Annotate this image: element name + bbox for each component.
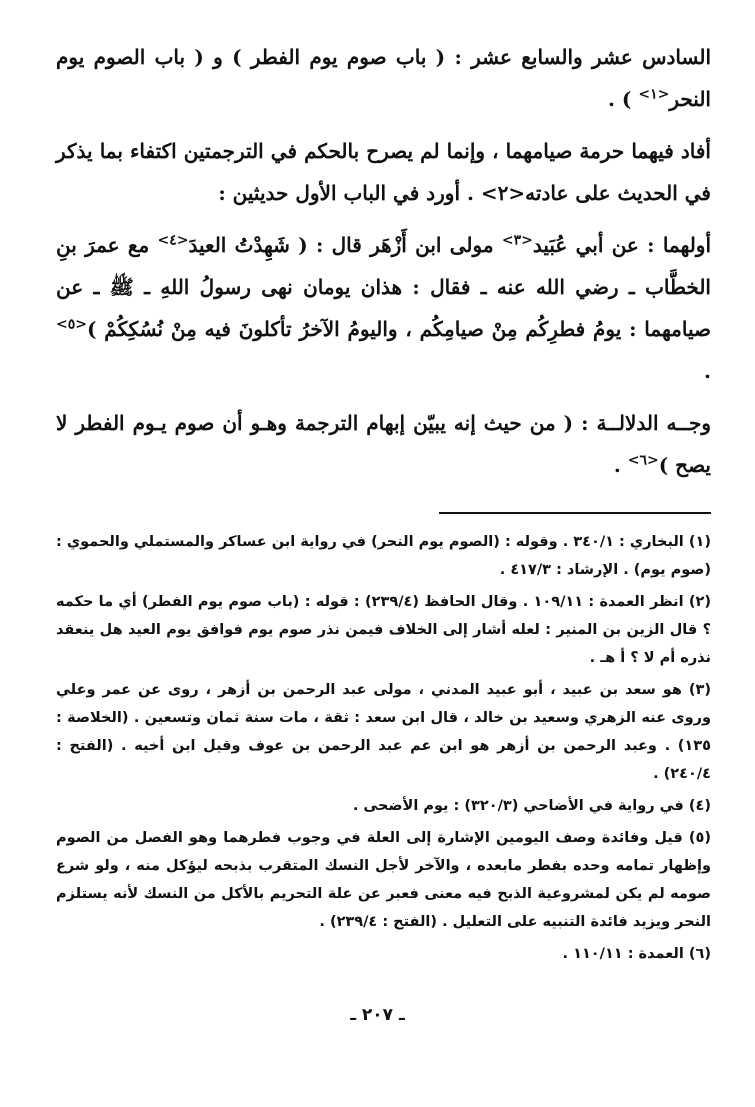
footnote-number: (٤) [688,798,711,814]
footnote-line: لمشروعية الذبح فيه معنى فعبر عن علة التحريم بالأكل من النسك لأنه يستلزم النحر ويزيد فائدة [56,886,711,930]
evidence-heading: وجــه الدلالــة : [581,411,711,435]
first-hadith-heading: أولهما : [647,233,711,257]
footnote-line: في رواية في الأضاحي (٣٢٠/٣) : يوم الأضحى . [352,798,684,814]
footnote-line: انظر العمدة : ١٠٩/١١ . وقال الحافظ (٢٣٩/٤) : قوله : (باب صوم يوم الفطر) أي ما حكمه ؟ [56,594,711,638]
footnote-line: التنبيه على التعليل . (الفتح : ٢٣٩/٤) . [319,914,586,930]
chapter-heading: السادس عشر والسابع عشر : [454,45,711,69]
footnote-line: البخاري : ٣٤٠/١ . وقوله : (الصوم يوم النحر) في رواية ابن عساكر والمستملي والحموي : (صوم [56,534,711,578]
footnote-ref-1: <١> [638,86,670,103]
footnote-5 [56,824,711,936]
paragraph-chapter-title [56,36,711,120]
footnote-number: (٥) [688,830,711,846]
footnote-number: (٣) [688,682,711,698]
footnote-3 [56,676,711,788]
page-number: ـ ٢٠٧ ـ [350,1005,405,1025]
chapter-title-text: ( باب صوم يوم الفطر ) و ( باب الصوم يوم النحر [56,45,711,111]
footnote-line: يوم) . الإرشاد : ٤١٧/٣ . [499,562,666,578]
footnote-line: أم لا ؟ أ هـ . [589,650,676,666]
evidence-text: ( من حيث إنه يبيّن إبهام الترجمة وهـو أن صوم يـوم الفطر لا يصح ) [56,411,711,477]
first-hadith-text-b: مولى ابن أَزْهَر قال : ( شَهِدْتُ العيدَ [188,233,494,257]
footnote-ref-4: <٤> [157,232,189,249]
footnote-line: العمدة : ١١٠/١١ . [562,946,684,962]
evidence-end: . [613,453,621,477]
footnote-ref-3: <٣> [501,232,533,249]
footnote-number: (١) [688,534,711,550]
first-hadith-text-c: مع عمرَ بنِ الخطَّاب ـ رضي الله عنه ـ فقال : هذان يومان نهى رسولُ اللهِ ـ ﷺ ـ عن صيامهما : يومُ فطرِكُم مِنْ صيامِكُم ، واليومُ الآخرُ تأكلونَ فيه مِنْ نُسُكِكُمْ ) [56,233,711,341]
footnote-line: الرحمن بن أزهر هو ابن عم عبد الرحمن بن عوف وقيل ابن أخيه . (الفتح : ٢٤٠/٤) . [56,738,711,782]
footnote-number: (٦) [688,946,711,962]
footnote-number: (٢) [688,594,711,610]
explanation-text: أفاد فيهما حرمة صيامهما ، وإنما لم يصرح بالحكم في الترجمتين اكتفاء بما يذكر في الحديث على عادته<٢> . أورد في الباب الأول حديثين : [56,139,711,205]
paragraph-evidence [56,402,711,486]
footnote-line: تمامه وحده بفطر مابعده ، والآخر لأجل النسك المتقرب بذبحه ليؤكل منه ، ولو شرع صومه لم يكن [56,858,711,902]
footnote-ref-5: <٥> [56,316,87,333]
footnote-divider [439,512,711,514]
first-hadith-end: . [704,359,711,383]
footnotes [56,528,711,972]
chapter-title-end: ) . [608,87,632,111]
footnote-line: هو سعد بن عبيد ، أبو عبيد المدني ، مولى عبد الرحمن بن أزهر ، روى عن عمر وعلي وروى عنه [56,682,711,726]
footnote-ref-6: <٦> [627,452,659,469]
footnote-4 [56,792,711,820]
main-text [56,36,711,486]
footnote-6 [56,940,711,968]
footnote-1 [56,528,711,584]
footnote-line: قال الزين بن المنير : لعله أشار إلى الخلاف فيمن نذر صوم يوم فوافق يوم العيد هل ينعقد نذره [56,622,711,666]
footnote-line: قيل وفائدة وصف اليومين الإشارة إلى العلة في وجوب فطرهما وهو الفصل من الصوم وإظهار [56,830,711,874]
footnote-line: الزهري وسعيد بن خالد ، قال ابن سعد : ثقة ، مات سنة ثمان وتسعين . (الخلاصة : ١٣٥) . وعبد [56,710,711,754]
first-hadith-text-a: عن أبي عُبَيد [532,233,639,257]
footnote-2 [56,588,711,672]
paragraph-explanation [56,130,711,214]
paragraph-first-hadith [56,224,711,392]
